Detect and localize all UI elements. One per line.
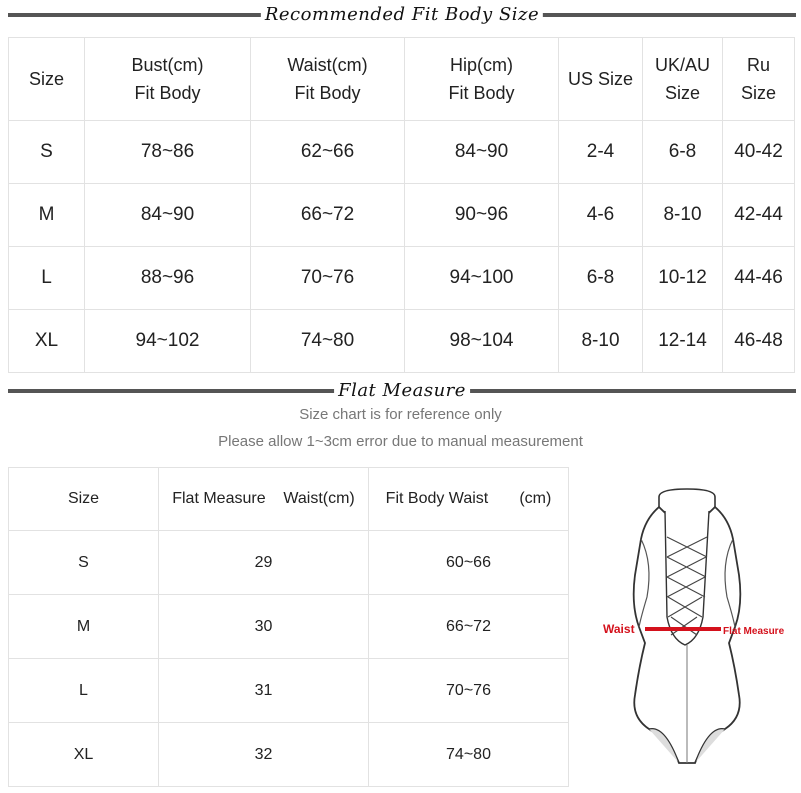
- table-cell: 40-42: [723, 121, 795, 184]
- waist-label: Waist: [603, 622, 635, 636]
- table-cell: 98~104: [405, 310, 559, 373]
- table-cell: 8-10: [559, 310, 643, 373]
- col-header-flat-waist: Flat Measure Waist(cm): [159, 468, 369, 531]
- table-cell: 62~66: [251, 121, 405, 184]
- table-cell: 44-46: [723, 247, 795, 310]
- bodysuit-illustration: [575, 467, 795, 787]
- table-cell: 90~96: [405, 184, 559, 247]
- table-cell: L: [9, 659, 159, 723]
- col-header-us-size: US Size: [559, 38, 643, 121]
- table-row: [9, 121, 795, 184]
- reference-note: Size chart is for reference only: [299, 406, 502, 423]
- table-cell: 10-12: [643, 247, 723, 310]
- table-row: [9, 310, 795, 373]
- table-cell: XL: [9, 723, 159, 787]
- table-cell: 29: [159, 531, 369, 595]
- table-cell: 2-4: [559, 121, 643, 184]
- table-header-row: [9, 468, 569, 531]
- table-cell: 6-8: [643, 121, 723, 184]
- table-row: [9, 247, 795, 310]
- table-header-row: [9, 38, 795, 121]
- col-header-ru-size: Ru Size: [723, 38, 795, 121]
- table-cell: 12-14: [643, 310, 723, 373]
- table-cell: M: [9, 595, 159, 659]
- bodysuit-icon: [575, 467, 795, 787]
- col-header-uk-au-size: UK/AU Size: [643, 38, 723, 121]
- table-cell: 8-10: [643, 184, 723, 247]
- flat-measure-title: Flat Measure: [334, 378, 470, 404]
- table-row: [9, 723, 569, 787]
- fit-size-title: Recommended Fit Body Size: [261, 2, 543, 28]
- col-header-hip: Hip(cm) Fit Body: [405, 38, 559, 121]
- flat-measure-banner: [8, 378, 796, 404]
- table-row: [9, 595, 569, 659]
- flat-measure-label: Flat Measure: [723, 626, 785, 637]
- table-cell: S: [9, 121, 85, 184]
- table-row: [9, 531, 569, 595]
- fit-size-banner: [8, 2, 796, 28]
- table-cell: 88~96: [85, 247, 251, 310]
- col-header-size: Size: [9, 468, 159, 531]
- table-cell: 84~90: [85, 184, 251, 247]
- flat-measure-table: [8, 467, 569, 787]
- col-header-fit-body-waist: Fit Body Waist (cm): [369, 468, 569, 531]
- table-cell: L: [9, 247, 85, 310]
- table-cell: S: [9, 531, 159, 595]
- table-cell: 31: [159, 659, 369, 723]
- table-cell: 94~102: [85, 310, 251, 373]
- table-cell: XL: [9, 310, 85, 373]
- table-cell: 32: [159, 723, 369, 787]
- error-note: Please allow 1~3cm error due to manual measurement: [218, 433, 583, 450]
- table-cell: 84~90: [405, 121, 559, 184]
- table-cell: 94~100: [405, 247, 559, 310]
- table-row: [9, 659, 569, 723]
- col-header-waist: Waist(cm) Fit Body: [251, 38, 405, 121]
- table-cell: 70~76: [251, 247, 405, 310]
- table-cell: 74~80: [251, 310, 405, 373]
- table-cell: M: [9, 184, 85, 247]
- table-cell: 74~80: [369, 723, 569, 787]
- col-header-size: Size: [9, 38, 85, 121]
- fit-size-table: [8, 37, 795, 373]
- table-cell: 66~72: [369, 595, 569, 659]
- table-cell: 46-48: [723, 310, 795, 373]
- col-header-bust: Bust(cm) Fit Body: [85, 38, 251, 121]
- table-cell: 60~66: [369, 531, 569, 595]
- table-cell: 6-8: [559, 247, 643, 310]
- table-cell: 4-6: [559, 184, 643, 247]
- table-cell: 78~86: [85, 121, 251, 184]
- table-row: [9, 184, 795, 247]
- table-cell: 66~72: [251, 184, 405, 247]
- table-cell: 42-44: [723, 184, 795, 247]
- table-cell: 70~76: [369, 659, 569, 723]
- table-cell: 30: [159, 595, 369, 659]
